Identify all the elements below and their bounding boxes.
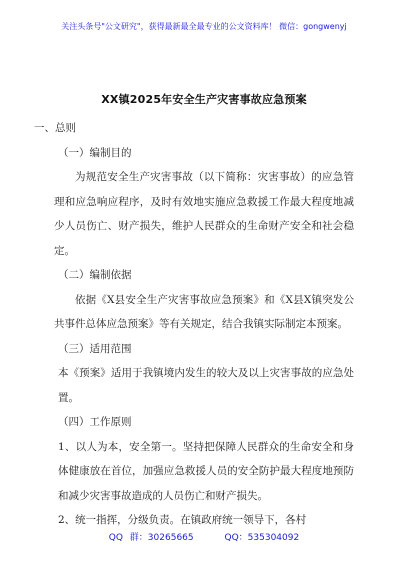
subsection-heading-basis: （二）编制依据	[58, 269, 132, 281]
document-title: XX镇2025年安全生产灾害事故应急预案	[101, 93, 307, 106]
paragraph-purpose: 为规范安全生产灾害事故（以下简称：灾害事故）的应急管理和应急响应程序，及时有效地实施应急救援工作最大程度地减少人员伤亡、财产损失，维护人民群众的生命财产安全和社会稳定。	[54, 171, 354, 257]
subsection-heading-purpose: （一）编制目的	[58, 146, 132, 159]
footer-qq[interactable]: QQ：535304092	[224, 533, 300, 543]
subsection-heading-scope: （三）适用范围	[58, 342, 132, 355]
section-heading-general: 一、总则	[34, 122, 76, 134]
header-promo-link[interactable]: 关注头条号"公文研究"，获得最新最全最专业的公文资料库！ 微信：gongwenyj	[61, 22, 347, 31]
footer-qq-group[interactable]: QQ 群：30265665	[108, 533, 194, 543]
document-body	[34, 116, 354, 533]
paragraph-principle-2: 2、统一指挥，分级负责。在镇政府统一领导下，各村	[58, 514, 307, 526]
footer-contact	[0, 530, 408, 543]
subsection-heading-principles: （四）工作原则	[58, 416, 132, 428]
paragraph-scope: 本《预案》适用于我镇境内发生的较大及以上灾害事故的应急处置。	[58, 367, 354, 404]
paragraph-principle-1: 1、以人为本，安全第一。坚持把保障人民群众的生命安全和身体健康放在首位，加强应急救援人员的安全防护最大程度地预防和减少灾害事故造成的人员伤亡和财产损失。	[58, 440, 354, 502]
paragraph-basis: 依据《X县安全生产灾害事故应急预案》和《X县X镇突发公共事件总体应急预案》等有关规定，结合我镇实际制定本预案。	[54, 293, 354, 330]
